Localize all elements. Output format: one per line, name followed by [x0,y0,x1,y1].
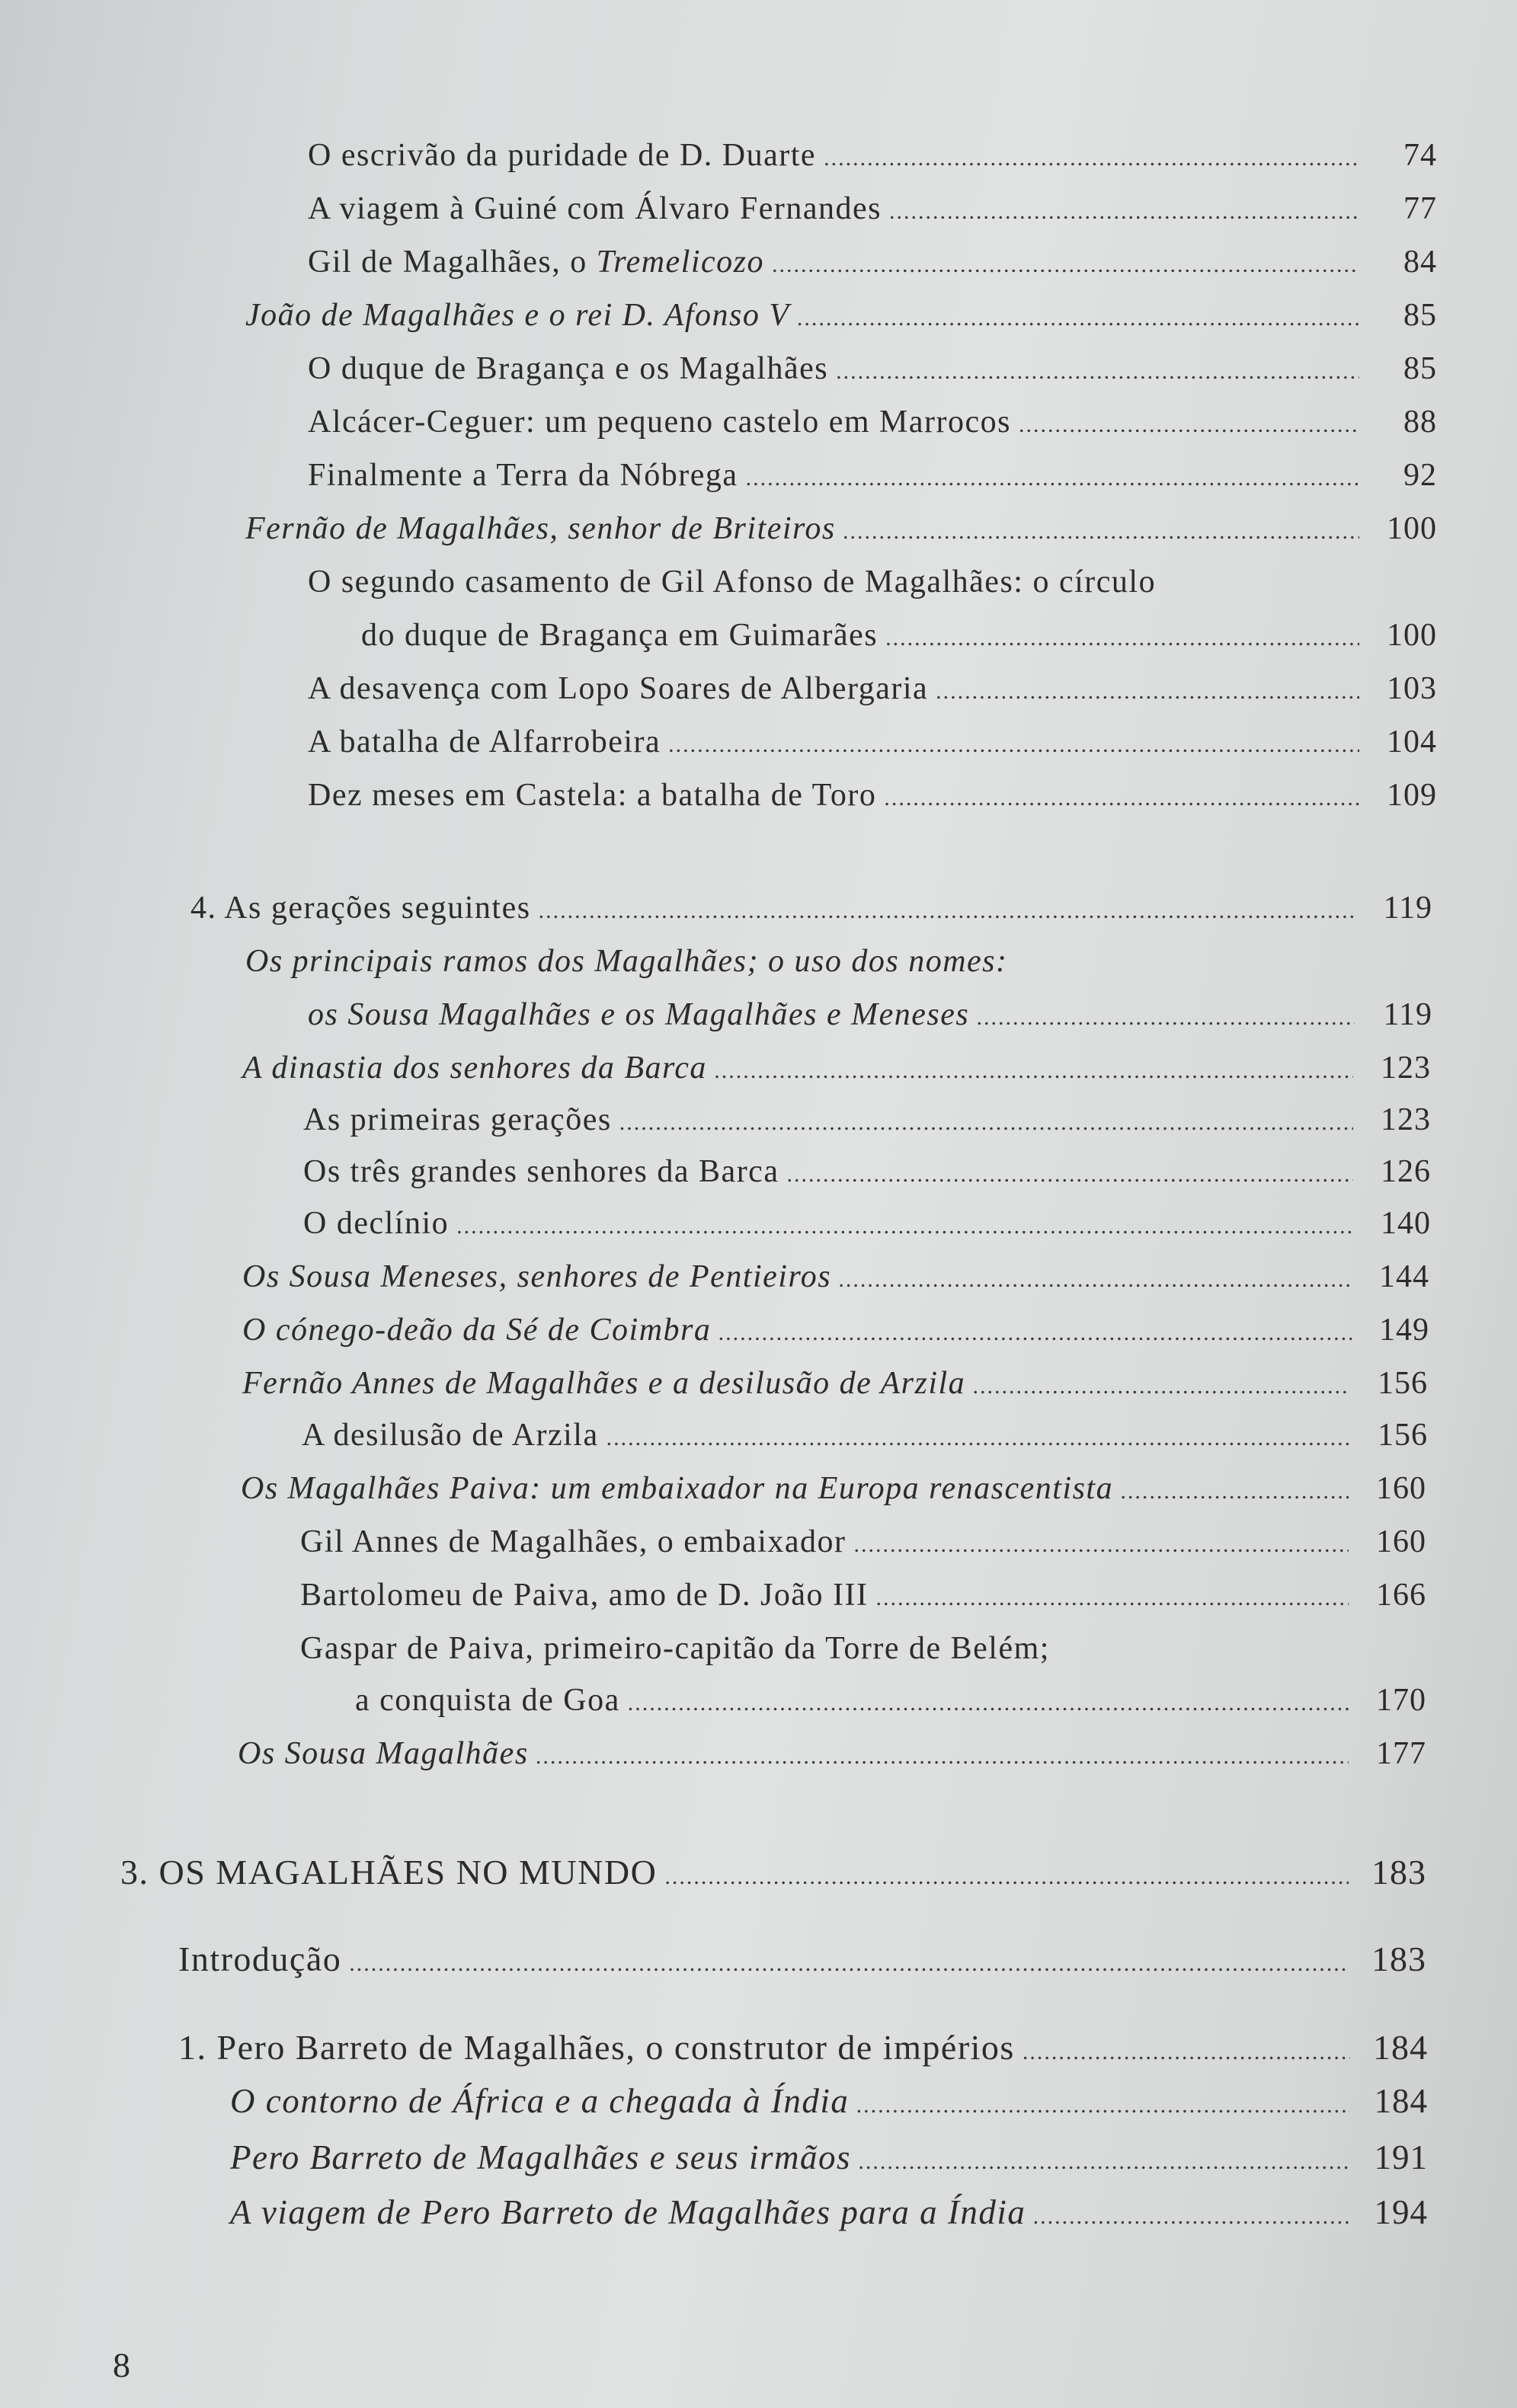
toc-entry-title: do duque de Bragança em Guimarães [361,618,879,653]
toc-entry-title: Introdução [178,1940,342,1978]
toc-entry [230,2192,1428,2237]
toc-entry-title: 4. As gerações seguintes [190,891,531,926]
toc-entry-title: O duque de Bragança e os Magalhães [308,351,829,386]
toc-entry [308,349,1437,392]
toc-entry-page: 144 [1379,1259,1429,1294]
toc-entry-page: 160 [1376,1471,1426,1506]
toc-entry-title: As primeiras gerações [303,1102,612,1137]
toc-entry-page: 77 [1403,191,1437,226]
toc-entry [241,1469,1426,1511]
toc-entry-page: 126 [1381,1154,1431,1189]
toc-entry-title: Os Sousa Magalhães [238,1736,529,1771]
leader-dots [349,1944,1349,1984]
toc-entry-title: Fernão Annes de Magalhães e a desilusão de Arzila [242,1366,966,1401]
toc-entry-title: O escrivão da puridade de D. Duarte [308,138,817,173]
toc-entry-title: Os Magalhães Paiva: um embaixador na Europa renascentista [241,1471,1114,1506]
toc-entry [308,456,1437,498]
leader-dots [786,1155,1353,1194]
toc-entry [308,189,1437,232]
toc-entry-page: 123 [1381,1102,1431,1137]
toc-entry-page: 184 [1373,2028,1428,2067]
leader-dots [889,192,1359,232]
leader-dots [456,1207,1353,1246]
toc-entry-page: 140 [1381,1206,1431,1241]
leader-dots [875,1578,1349,1618]
toc-entry-page: 166 [1376,1578,1426,1613]
leader-dots [1019,405,1359,445]
toc-entry-page: 103 [1387,671,1437,706]
leader-dots [1023,2032,1350,2072]
toc-entry [308,722,1437,765]
toc-entry-page: 85 [1403,298,1437,333]
toc-entry [178,2028,1428,2072]
leader-dots [973,1367,1350,1406]
leader-dots [884,779,1359,818]
toc-entry-page: 160 [1376,1524,1426,1559]
toc-entry-page: 183 [1371,1940,1426,1978]
leader-dots [824,139,1359,178]
toc-entry-title: os Sousa Magalhães e os Magalhães e Meneses [308,997,970,1032]
toc-entry [242,1048,1431,1091]
leader-dots [664,1857,1349,1897]
leader-dots [606,1418,1350,1458]
toc-entry-title: O cónego-deão da Sé de Coimbra [242,1313,712,1348]
toc-entry-page: 156 [1378,1366,1428,1401]
toc-entry-page: 170 [1376,1683,1426,1718]
toc-entry-title: Alcácer-Ceguer: um pequeno castelo em Marrocos [308,405,1011,440]
leader-dots [772,245,1359,285]
toc-entry [308,669,1437,712]
toc-entry-page: 88 [1403,405,1437,440]
toc-entry-page: 100 [1387,618,1437,653]
toc-entry [308,242,1437,285]
leader-dots [619,1103,1353,1143]
toc-entry-title-line1: Gaspar de Paiva, primeiro-capitão da Torre de Belém; [300,1631,1050,1666]
toc-entry-page: 177 [1376,1736,1426,1771]
toc-entry-title: Os Sousa Meneses, senhores de Pentieiros [242,1259,832,1294]
toc-entry-title: O declínio [303,1206,450,1241]
toc-entry [308,402,1437,445]
leader-dots [718,1313,1352,1353]
toc-entry [303,1204,1431,1246]
toc-entry-title: A viagem à Guiné com Álvaro Fernandes [308,191,882,226]
toc-entry [190,888,1432,931]
leader-dots [628,1684,1349,1723]
page-number: 8 [113,2346,130,2384]
leader-dots [856,2086,1350,2125]
toc-entry [242,1364,1428,1406]
toc-entry-title: A desilusão de Arzila [302,1418,599,1453]
toc-entry [300,1522,1426,1565]
leader-dots [836,352,1359,392]
toc-entry [245,509,1437,552]
toc-entry-page: 84 [1403,245,1437,280]
toc-entry-page: 194 [1374,2193,1428,2231]
toc-entry-title: A batalha de Alfarrobeira [308,724,661,759]
toc-entry [355,1680,1426,1723]
toc-entry-title: Fernão de Magalhães, senhor de Briteiros [245,511,836,546]
toc-entry [361,616,1437,658]
toc-entry-page: 85 [1403,351,1437,386]
toc-entry [302,1415,1428,1458]
toc-entry-page: 100 [1387,511,1437,546]
toc-entry-title: Pero Barreto de Magalhães e seus irmãos [230,2138,852,2176]
leader-dots [798,299,1359,338]
toc-entry [178,1940,1426,1984]
leader-dots [746,459,1359,498]
toc-entry-title [308,242,764,282]
toc-entry [245,296,1437,338]
toc-entry-title: A viagem de Pero Barreto de Magalhães para a Índia [230,2193,1026,2231]
toc-entry [238,1734,1426,1776]
toc-entry [120,1853,1426,1897]
toc-entry-title-line1: O segundo casamento de Gil Afonso de Magalhães: o círculo [308,564,1157,600]
toc-entry-title: Dez meses em Castela: a batalha de Toro [308,778,877,813]
toc-entry-title: 3. OS MAGALHÃES NO MUNDO [120,1853,658,1892]
toc-entry-page: 119 [1383,997,1432,1032]
toc-entry [308,775,1437,818]
toc-entry-title: A dinastia dos senhores da Barca [242,1051,707,1086]
toc-entry-title: Finalmente a Terra da Nóbrega [308,458,738,493]
leader-dots [936,672,1359,712]
leader-dots [839,1260,1352,1300]
leader-dots [1121,1472,1349,1511]
toc-entry [242,1257,1429,1300]
toc-entry [303,1152,1431,1194]
toc-entry-title-text: Gil de Magalhães, o [308,245,597,280]
toc-entry-title: Bartolomeu de Paiva, amo de D. João III [300,1578,869,1613]
toc-entry-page: 149 [1379,1313,1429,1348]
leader-dots [885,619,1359,658]
toc-entry-title: Os três grandes senhores da Barca [303,1154,779,1189]
leader-dots [668,725,1359,765]
toc-entry-title: 1. Pero Barreto de Magalhães, o construtor de impérios [178,2028,1015,2067]
toc-entry-page: 191 [1374,2138,1428,2176]
toc-entry-page: 109 [1387,778,1437,813]
toc-entry [230,2138,1428,2182]
leader-dots [859,2142,1350,2182]
toc-entry-page: 183 [1371,1853,1426,1892]
leader-dots [1033,2197,1350,2237]
toc-entry-page: 123 [1381,1051,1431,1086]
toc-entry-title-line1: Os principais ramos dos Magalhães; o uso dos nomes: [245,944,1008,979]
toc-entry-title: a conquista de Goa [355,1683,620,1718]
leader-dots [853,1525,1349,1565]
toc-entry [230,2081,1428,2125]
toc-entry [303,1100,1431,1143]
toc-entry [308,995,1432,1038]
leader-dots [977,998,1355,1038]
toc-entry-page: 104 [1387,724,1437,759]
leader-dots [843,512,1359,552]
toc-entry-page: 119 [1383,891,1432,926]
toc-entry-page: 184 [1374,2082,1428,2120]
toc-entry-page: 156 [1378,1418,1428,1453]
leader-dots [536,1737,1349,1776]
toc-entry-title-italic: Tremelicozo [596,245,765,280]
toc-entry-page: 74 [1403,138,1437,173]
toc-entry-page: 92 [1403,458,1437,493]
toc-entry-title: A desavença com Lopo Soares de Albergaria [308,671,929,706]
leader-dots [715,1051,1353,1091]
toc-entry-title: Gil Annes de Magalhães, o embaixador [300,1524,847,1559]
toc-entry [242,1310,1429,1353]
toc-entry [300,1575,1426,1618]
leader-dots [539,891,1355,931]
toc-entry [308,136,1437,178]
toc-entry-title: O contorno de África e a chegada à Índia [230,2082,850,2120]
toc-entry-title: João de Magalhães e o rei D. Afonso V [245,298,790,333]
